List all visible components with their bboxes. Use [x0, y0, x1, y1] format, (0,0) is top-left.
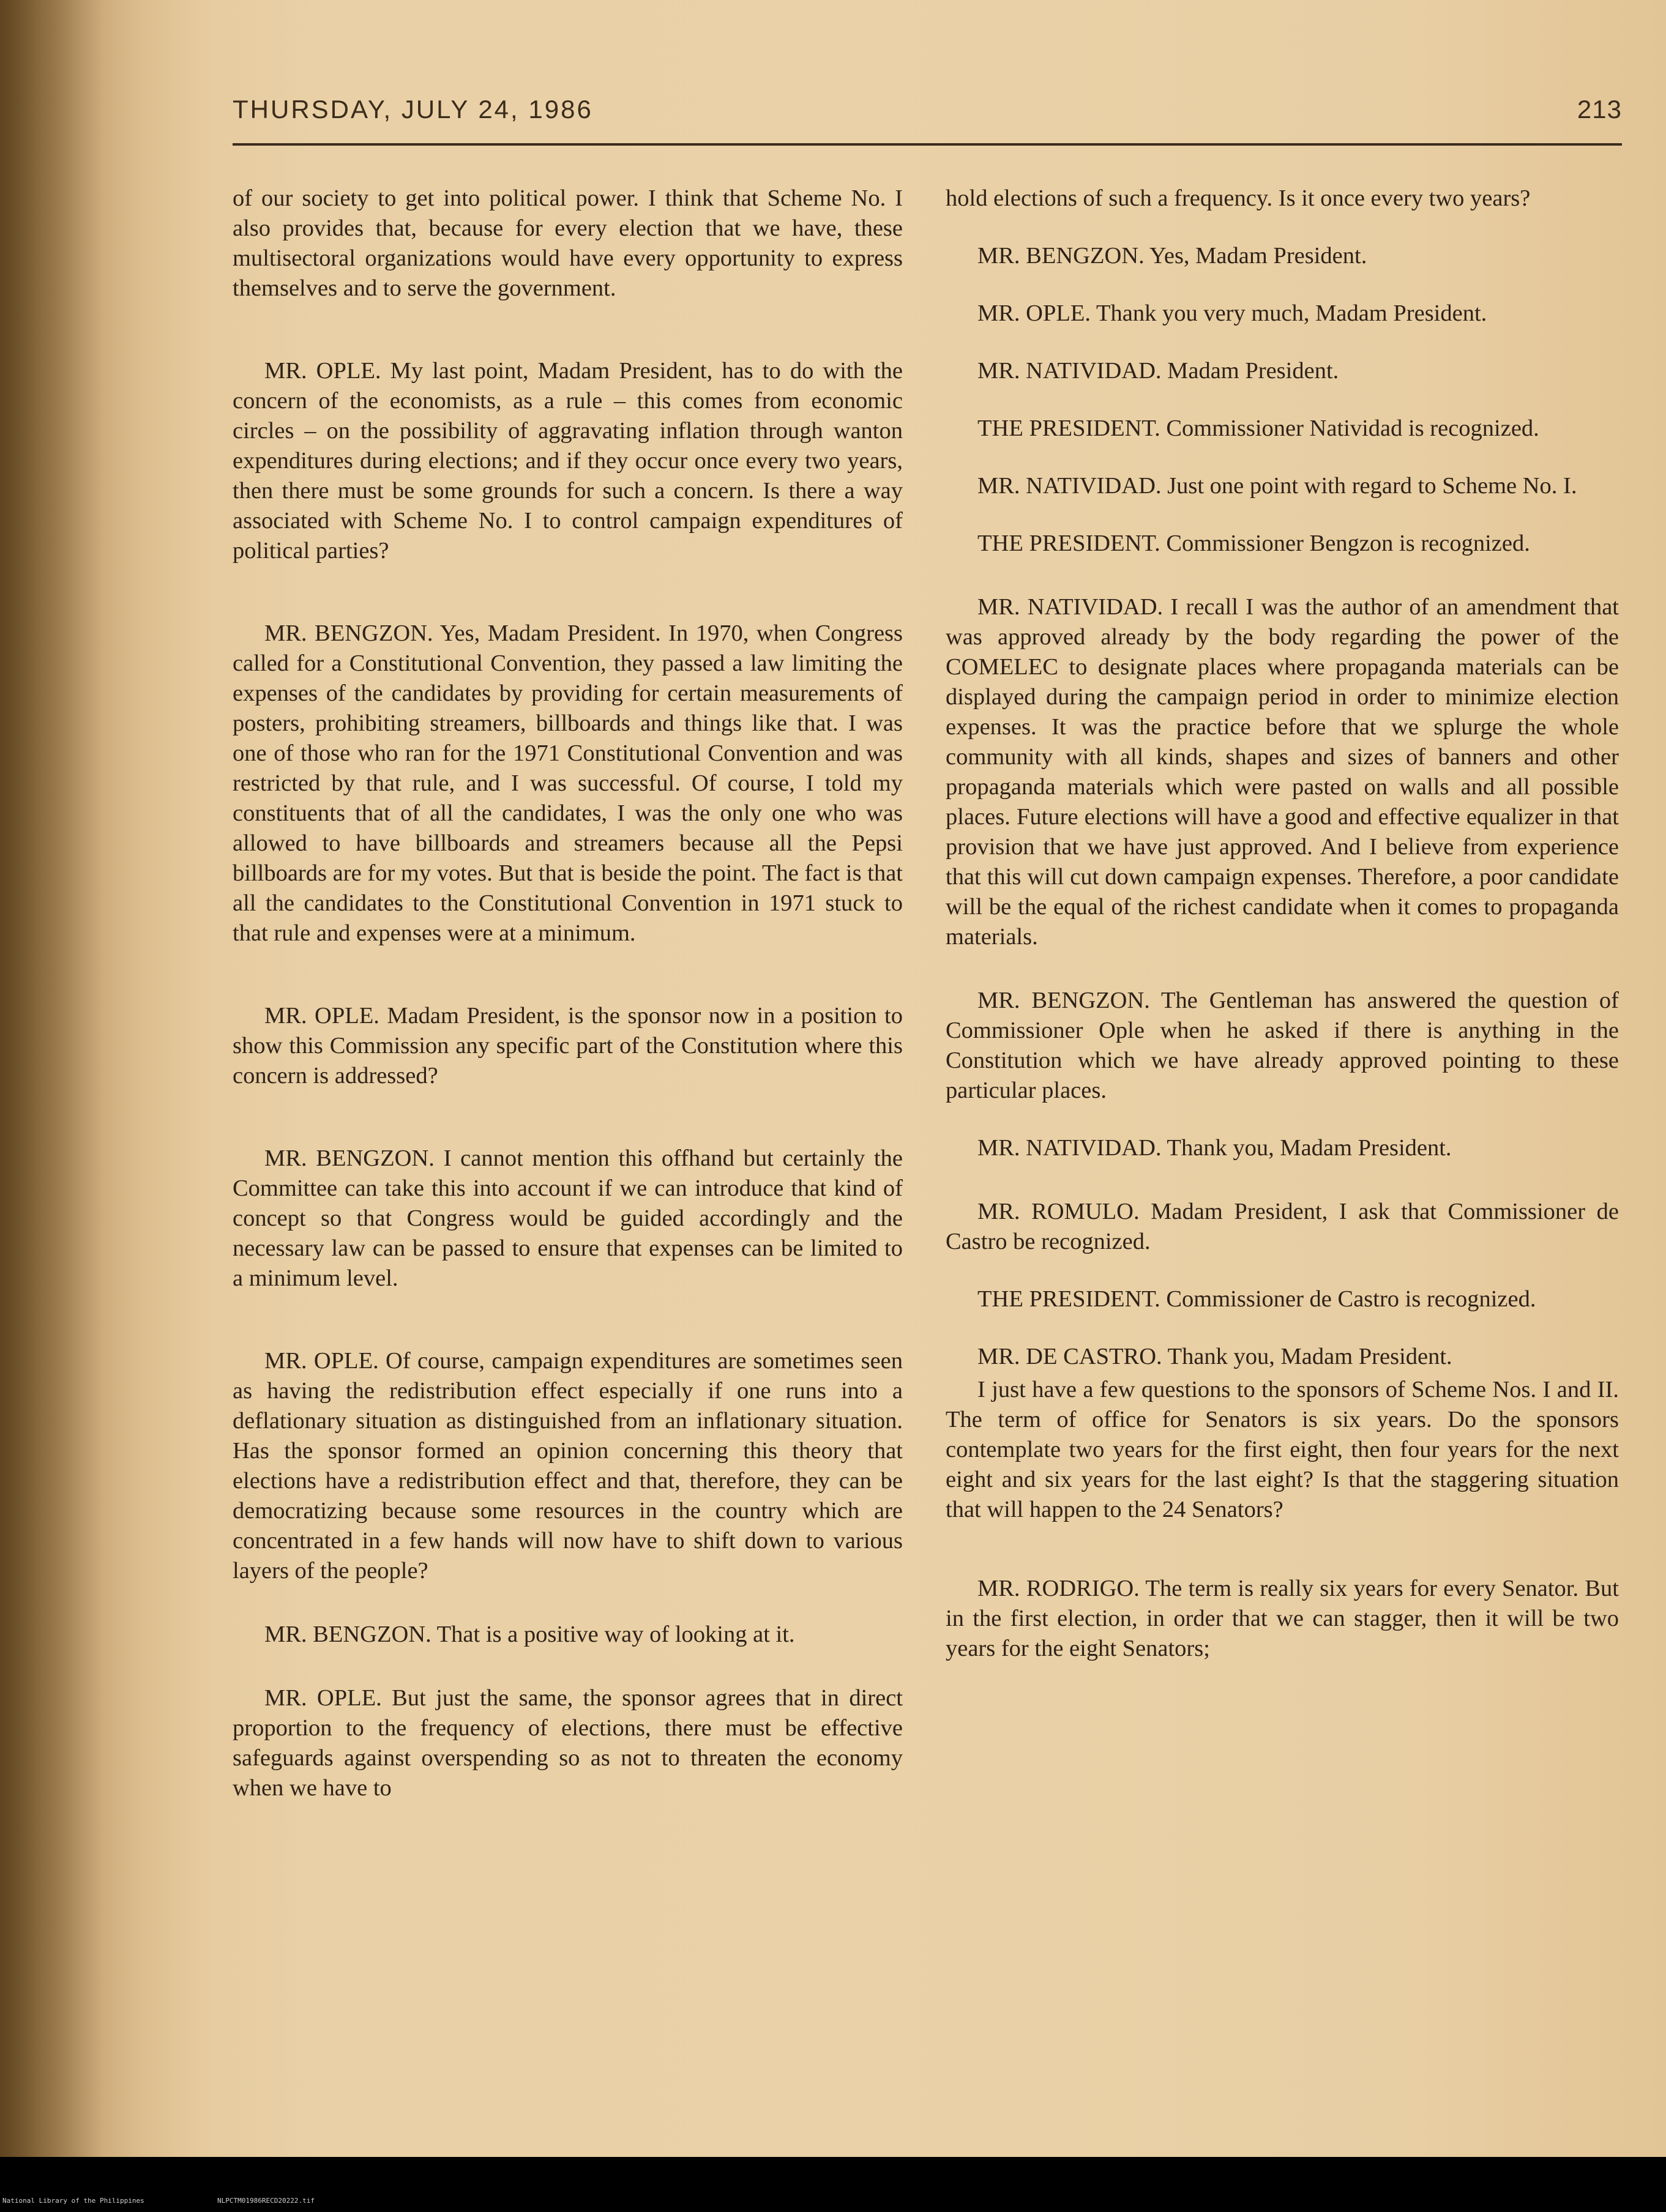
paragraph: MR. BENGZON. Yes, Madam President. In 1970, when Congress called for a Constitutional Convention, they passed a law limiting the expenses of the candidates by providing for certain measurements of posters, prohibiting streamers, billboards and things like that. I was one of those who ran for the 1971 Constitutional Convention and was restricted by that rule, and I was successful. Of course, I told my constituents that of all the candidates, I was the only one who was allowed to have billboards and streamers because all the Pepsi billboards are for my votes. But that is beside the point. The fact is that all the candidates to the Constitutional Convention in 1971 stuck to that rule and expenses were at a minimum.: [233, 620, 903, 946]
paragraph: THE PRESIDENT. Commissioner Bengzon is recognized.: [977, 531, 1530, 556]
paragraph: MR. ROMULO. Madam President, I ask that Commissioner de Castro be recognized.: [946, 1199, 1619, 1254]
paragraph: MR. BENGZON. I cannot mention this offhand but certainly the Committee can take this into account if we can introduce that kind of concept so that Congress would be guided accordingly and the necessary law can be passed to ensure that expenses can be limited to a minimum level.: [233, 1145, 903, 1291]
header-date: THURSDAY, JULY 24, 1986: [233, 95, 593, 124]
binding-shadow: [0, 0, 104, 2157]
paragraph: MR. OPLE. But just the same, the sponsor agrees that in direct proportion to the frequency of elections, there must be effective safeguards against overspending so as not to threaten the economy when we have to: [233, 1685, 903, 1801]
paragraph: MR. OPLE. Of course, campaign expenditures are sometimes seen as having the redistribution effect especially if one runs into a deflationary situation as distinguished from an inflationary situation. Has the sponsor formed an opinion concerning this theory that elections have a redistribution effect and that, therefore, they can be democratizing because some resources in the country which are concentrated in a few hands will now have to shift down to various layers of the people?: [233, 1348, 903, 1584]
paragraph: I just have a few questions to the sponsors of Scheme Nos. I and II. The term of office for Senators is six years. Do the sponsors contemplate two years for the first eight, then four years for the next eight and six years for the last eight? Is that the staggering situation that will happen to the 24 Senators?: [946, 1377, 1619, 1522]
paragraph: MR. BENGZON. Yes, Madam President.: [977, 243, 1367, 269]
paragraph: MR. OPLE. Thank you very much, Madam President.: [977, 300, 1487, 326]
page-number: 213: [1577, 95, 1622, 124]
scan-filename: NLPCTM01986RECD20222.tif: [217, 2197, 315, 2205]
paragraph: of our society to get into political power. I think that Scheme No. I also provides that, because for every election that we have, these multisectoral organizations would have every opportunity to express themselves and to serve the government.: [233, 185, 903, 301]
paragraph: MR. NATIVIDAD. I recall I was the author of an amendment that was approved already by the body regarding the power of the COMELEC to designate places where propaganda materials can be displayed during the campaign period in order to minimize election expenses. It was the practice before that we splurge the whole community with all kinds, shapes and sizes of banners and other propaganda materials which were pasted on walls and all possible places. Future elections will have a good and effective equalizer in that provision that we have just approved. And I believe from experience that this will cut down campaign expenses. Therefore, a poor candidate will be the equal of the richest candidate when it comes to propaganda materials.: [946, 594, 1619, 950]
paragraph: MR. OPLE. My last point, Madam President, has to do with the concern of the economists, as a rule – this comes from economic circles – on the possibility of aggravating inflation through wanton expenditures during elections; and if they occur once every two years, then there must be some grounds for such a concern. Is there a way associated with Scheme No. I to control campaign expenditures of political parties?: [233, 358, 903, 564]
right-column: [946, 184, 1619, 1691]
paragraph: MR. BENGZON. That is a positive way of looking at it.: [264, 1622, 795, 1647]
paragraph: MR. RODRIGO. The term is really six years for every Senator. But in the first election, in order that we can stagger, then it will be two years for the eight Senators;: [946, 1576, 1619, 1661]
paragraph: THE PRESIDENT. Commissioner de Castro is recognized.: [977, 1286, 1536, 1312]
paragraph: MR. NATIVIDAD. Madam President.: [977, 358, 1339, 384]
paragraph: hold elections of such a frequency. Is it once every two years?: [946, 185, 1531, 211]
scan-source: National Library of the Philippines: [2, 2197, 144, 2205]
paragraph: MR. NATIVIDAD. Just one point with regard to Scheme No. I.: [977, 473, 1577, 499]
paragraph: MR. DE CASTRO. Thank you, Madam President.: [977, 1344, 1452, 1369]
paragraph: MR. OPLE. Madam President, is the sponsor now in a position to show this Commission any specific part of the Constitution where this concern is addressed?: [233, 1003, 903, 1089]
running-header: [233, 95, 1622, 138]
paragraph: MR. NATIVIDAD. Thank you, Madam President.: [977, 1135, 1452, 1161]
paragraph: THE PRESIDENT. Commissioner Natividad is recognized.: [977, 415, 1539, 441]
header-rule: [233, 143, 1622, 146]
left-column: [233, 184, 903, 1831]
paragraph: MR. BENGZON. The Gentleman has answered the question of Commissioner Ople when he asked if there is anything in the Constitution which we have already approved pointing to these particular places.: [946, 988, 1619, 1103]
